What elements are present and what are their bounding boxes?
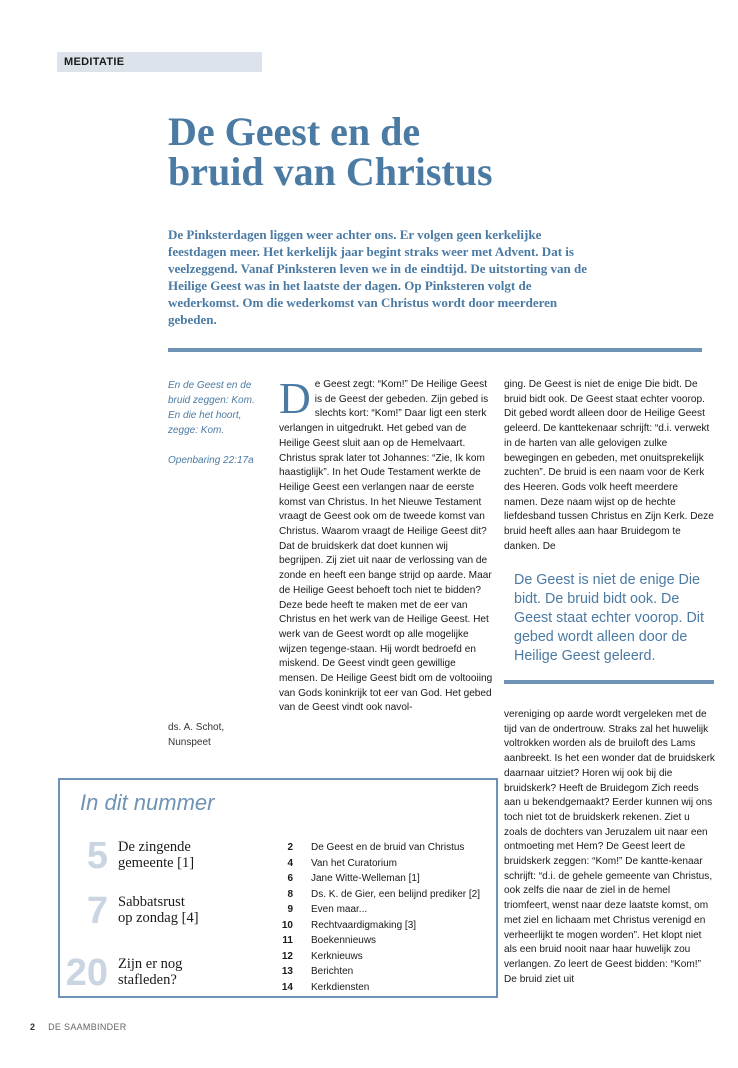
bible-reference: Openbaring 22:17a: [168, 455, 254, 466]
feature-title-line-2: stafleden?: [118, 972, 177, 988]
feature-page-number: 20: [65, 952, 108, 994]
article-title: [168, 109, 668, 194]
toc-page-number: 13: [281, 966, 293, 977]
toc-feature[interactable]: [60, 890, 260, 930]
toc-item[interactable]: [275, 918, 495, 934]
toc-item[interactable]: [275, 964, 495, 980]
toc-item-label: Ds. K. de Gier, een belijnd prediker [2]: [311, 888, 480, 900]
toc-feature[interactable]: [60, 952, 260, 992]
author-byline: [168, 720, 224, 750]
toc-page-number: 14: [281, 981, 293, 993]
feature-title: [118, 956, 248, 988]
feature-title-line-1: Zijn er nog: [118, 956, 183, 972]
toc-item[interactable]: [275, 887, 495, 903]
feature-title-line-1: De zingende: [118, 839, 191, 855]
toc-item-label: Rechtvaardigmaking [3]: [311, 919, 417, 931]
drop-cap: D: [279, 374, 311, 423]
pull-quote: De Geest is niet de enige Die bidt. De bruid bidt ook. De Geest staat echter voorop. Dit gebed wordt alleen door de Heilige Geest geleerd.: [514, 572, 704, 664]
feature-title-line-2: op zondag [4]: [118, 910, 199, 926]
toc-item-label: Kerkdiensten: [311, 981, 370, 993]
toc-page-number: 11: [282, 935, 293, 946]
title-line-1: De Geest en de: [168, 109, 421, 154]
toc-item-label: Van het Curatorium: [311, 857, 397, 869]
text-column-2-bottom: [504, 708, 716, 987]
toc-page-number: 9: [287, 904, 293, 915]
feature-title-line-1: Sabbatsrust: [118, 894, 185, 910]
divider-rule: [168, 348, 702, 352]
author-place: Nunspeet: [168, 737, 211, 748]
toc-item[interactable]: [275, 980, 495, 996]
article-intro: De Pinksterdagen liggen weer achter ons. Er volgen geen kerkelijke feestdagen meer. Het kerkelijk jaar begint straks weer met Advent. Dat is veelzeggend. Vanaf Pinksteren leven we in de eindtijd. De uitstorting van de Heilige Geest was in het laatste der dagen. Op Pinksteren volgt de wederkomst. Om die wederkomst van Christus wordt door meerderen gebeden.: [168, 227, 588, 327]
toc-item-label: Kerknieuws: [311, 950, 363, 962]
title-line-2: bruid van Christus: [168, 149, 493, 194]
toc-item-label: De Geest en de bruid van Christus: [311, 842, 465, 853]
text-column-1: [279, 374, 494, 716]
toc-item[interactable]: [275, 933, 495, 949]
toc-item[interactable]: [275, 871, 495, 887]
toc-list: [275, 840, 495, 995]
column-2-top-text: ging. De Geest is niet de enige Die bidt. De bruid bidt ook. De Geest staat echter voorop. Dit gebed wordt alleen door de Heilige Geest geleerd. De kanttekenaar schrijft: “d.i. verwekt in de harten van alle gelovigen zulke bewegingen en gebeden, met onuitsprekelijk zuchten”. De bruid is een naam voor de Kerk des Heeren. Gods volk heeft meerdere namen. Deze naam wijst op de hechte liefdesband tussen Christus en Zijn Kerk. Deze bruid heeft alles aan haar Bruidegom te danken. De: [504, 379, 714, 552]
toc-page-number: 2: [287, 842, 293, 853]
toc-item[interactable]: [275, 902, 495, 918]
column-2-bottom-text: vereniging op aarde wordt vergeleken met de tijd van de ondertrouw. Straks zal het huwelijk voltrokken worden als de bruiloft des Lams aanbreekt. Is het een wonder dat de bruidskerk daarnaar uitziet? Horen wij ook bij die bruidskerk? Heeft de Bruidegom Zich reeds aan u bekendgemaakt? Eerder kunnen wij ons toch niet tot de bruidskerk rekenen. Ziet u zoals de dochters van Jeruzalem uit naar een ontmoeting met Hem? De Geest leert de bruidskerk zeggen: “Kom!” De kantte-kenaar schrijft: “d.i. de gehele gemeente van Christus, ook zelfs die naar de ziel in de hemel triomfeert, wenst naar deze laatste komst, om met ziel en lichaam met Christus verenigd en verheerlijkt te mogen worden”. Het klopt niet als een bruid nooit naar haar huwelijk zou verlangen. Zo leert de Geest bidden: “Kom!” De bruid ziet uit: [504, 709, 715, 985]
table-of-contents: [58, 778, 498, 998]
footer-publication: DE SAAMBINDER: [48, 1022, 127, 1032]
footer-page-number: 2: [30, 1022, 36, 1032]
toc-item-label: Jane Witte-Welleman [1]: [311, 873, 420, 884]
text-column-2-top: [504, 378, 714, 554]
feature-title-line-2: gemeente [1]: [118, 855, 195, 871]
toc-heading: In dit nummer: [80, 790, 215, 815]
feature-title: [118, 894, 248, 926]
feature-page-number: 7: [86, 890, 108, 932]
feature-page-number: 5: [86, 835, 108, 877]
toc-page-number: 10: [281, 919, 293, 931]
toc-item-label: Even maar...: [311, 904, 368, 915]
toc-page-number: 8: [287, 888, 293, 900]
section-label: MEDITATIE: [57, 52, 262, 72]
column-1-text: e Geest zegt: “Kom!” De Heilige Geest is de Geest der gebeden. Zijn gebed is slechts kort: “Kom!” Daar ligt een sterk verlangen in uitgedrukt. Het gebed van de Heilige Geest sluit aan op de Hemelvaart. Christus sprak later tot Johannes: “Zie, Ik kom haastiglijk”. In het Oude Testament werkte de Heilige Geest een verlangen naar de eerste komst van Christus. In het Nieuwe Testament vraagt de Geest ook om de tweede komst van Christus. Waarom vraagt de Heilige Geest dit? Dat de bruidskerk dat doet kunnen wij begrijpen. Zij ziet uit naar de verlossing van de zonde en heeft een bange strijd op aarde. Maar de Heilige Geest behoeft toch niet te bidden? Deze bede heeft te maken met de eer van Christus en het werk van de Heilige Geest. Het werk van de Geest wordt op alle mogelijke wijzen tegenge-staan. Hij wordt bedroefd en miskend. De Geest vindt geen gewillige mensen. De Heilige Geest bidt om de voltooiing van Gods koninkrijk tot eer van God. Het gebed van de Geest vindt ook navol-: [279, 379, 493, 714]
toc-page-number: 12: [281, 950, 293, 962]
author-name: ds. A. Schot,: [168, 722, 225, 733]
toc-item[interactable]: [275, 856, 495, 872]
toc-item-label: Boekennieuws: [311, 935, 377, 946]
feature-title: [118, 839, 248, 871]
pullquote-rule: [504, 680, 714, 684]
toc-item[interactable]: [275, 840, 495, 856]
toc-item-label: Berichten: [311, 966, 354, 977]
toc-page-number: 4: [287, 857, 293, 869]
toc-feature[interactable]: [60, 835, 260, 875]
toc-item[interactable]: [275, 949, 495, 965]
bible-quote: En de Geest en de bruid zeggen: Kom. En die het hoort, zegge: Kom.: [168, 380, 255, 436]
toc-page-number: 6: [287, 873, 293, 884]
page-footer: [30, 1022, 127, 1032]
